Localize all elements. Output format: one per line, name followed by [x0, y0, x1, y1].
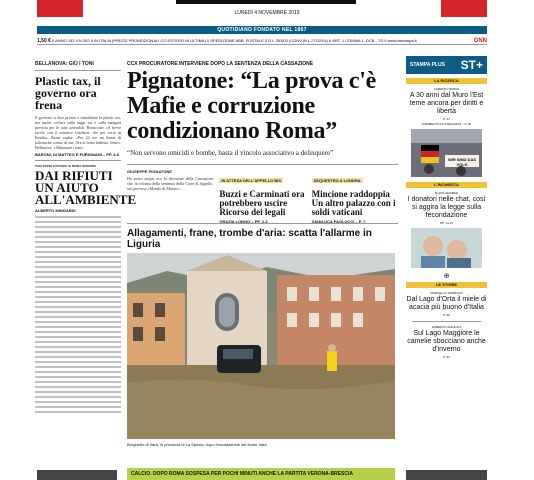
sub-article-3-author: GIANLUCA PAOLUCCI – P. 7 — [311, 219, 366, 224]
left-author: ALBERTO MINGARDI — [35, 208, 76, 213]
masthead — [0, 0, 534, 24]
right-sidebar — [406, 56, 487, 359]
sub-article-3-headline: Mincione raddoppia Un altro palazzo con i soldi vaticani — [311, 189, 396, 217]
info-bar — [37, 36, 487, 45]
lab-photo[interactable] — [411, 228, 482, 268]
ricerca-headline[interactable]: A 30 anni dal Muro l'Est teme ancora per diritti e libertà — [409, 92, 484, 115]
left-column — [35, 61, 137, 416]
left-credit: BARONI, DI MATTEO E FURIGNANI – PP. 4-6 — [35, 152, 120, 157]
berlin-wall-image — [411, 129, 482, 177]
stampa-plus-label: STAMPA PLUS — [410, 62, 445, 68]
berlin-wall-photo[interactable] — [411, 129, 482, 177]
left-body: Il governo ci dice pronto a rimodulare la plastic tax, ma anche «offrire sulla sugar tax e sulla stangata prevista per le auto aziendali. Bonaccini: «A breve tavolo con il ministro Gualtieri, che poi verrà in Emilia». Renzi esulta: «Per 24 ore un fiume di polemiche contro di me. Ora si torna indietro, bene». Bellanova: «Abbassare i toni». — [35, 115, 121, 150]
left-section: CON TASSE EVITABILI SI RUINA SIGNORA — [35, 164, 97, 168]
ricerca-author: ALBERTO SIMONI — [433, 87, 460, 91]
bottom-ad-right — [406, 470, 487, 480]
promo-box-left[interactable] — [37, 0, 83, 17]
bottom-ad-left — [37, 470, 117, 480]
inchiesta-page: PP. 14-15 — [440, 221, 453, 225]
left-headline-2[interactable]: DAI RIFIUTI UN AIUTO ALL'AMBIENTE — [35, 168, 137, 207]
photo-headline[interactable]: Allagamenti, frane, trombe d'aria: scatta l'allarme in Liguria — [127, 228, 372, 250]
newspaper-logo[interactable] — [176, 0, 356, 4]
sub-articles — [127, 169, 398, 224]
st-plus-logo: ST+ — [460, 58, 483, 72]
storie-page-1: P. 35 — [443, 313, 450, 317]
storie-headline-2[interactable]: Sul Lago Maggiore le camelie sbocciano anche d'inverno — [407, 330, 486, 353]
storie-author-2: ROBERTO ANGIULIS — [431, 325, 462, 329]
sub-article-3[interactable] — [311, 169, 398, 224]
center-column — [127, 61, 398, 447]
promo-box-right[interactable] — [441, 0, 487, 17]
ricerca-comment: COMMENTO DI STEFANONI – P. 25 — [421, 122, 472, 126]
sub-article-2-headline: Buzzi e Carminati ora potrebbero uscire Ricorso dei legali — [219, 189, 305, 217]
inchiesta-headline[interactable]: I donatori nelle chat, così si aggira la legge sulla fecondazione — [407, 196, 486, 219]
storie-headline-1[interactable]: Dal Lago d'Orta il miele di acacia più buono d'Italia — [406, 296, 487, 311]
left-article-text — [35, 216, 121, 413]
sub-article-1[interactable] — [127, 169, 213, 219]
inchiesta-author: FLAVIA AMABILE — [434, 191, 459, 195]
sub-article-2-author: GRAZIA LONGO – PP. 2-3 — [219, 219, 268, 224]
bottom-banner[interactable]: CALCIO. DOPO ROMA SOSPESA PER POCHI MINUTI ANCHE LA PARTITA VERONA-BRESCIA — [127, 468, 395, 480]
sub-article-1-body: Ho avuto ampio eco la decisione della Cassazione che, in riforma della sentenza della Corte di Appello, sul processo «Mondo di Mezzo»... — [127, 176, 214, 191]
flood-photo[interactable] — [127, 253, 395, 439]
section-inchiesta: L'INCHIESTA — [406, 182, 487, 188]
main-subtitle: “Non servono omicidi e bombe, basta il vincolo associativo a delinquere” — [127, 149, 334, 157]
section-storie: LE STORIE — [406, 282, 487, 288]
left-headline[interactable]: Plastic tax, il governo ora frena — [35, 74, 101, 112]
divider-ornament: ⊕ — [443, 272, 450, 280]
date-line: LUNEDÌ 4 NOVEMBRE 2019 — [234, 10, 300, 16]
price: 1,50 € — [37, 38, 51, 44]
gnn-logo: GNN — [473, 38, 487, 44]
left-kicker: BELLANOVA: GIÙ I TONI — [35, 61, 94, 67]
stampa-plus-box[interactable] — [406, 56, 487, 74]
sub-article-1-kicker: GIUSEPPE PIGNATONE — [127, 169, 172, 174]
storie-author-1: MARCELLO GIORDANI — [430, 291, 463, 295]
main-headline[interactable]: Pignatone: “La prova c'è Mafie e corruzione condizionano Roma” — [127, 68, 377, 144]
photo-caption: Borghetto di Vara, in provincia di La Spezia, dopo l'esondazione del fiume Vara — [127, 442, 267, 447]
lab-image — [411, 228, 482, 268]
sub-article-2[interactable] — [219, 169, 305, 224]
storie-page-2: P. 33 — [443, 355, 450, 359]
main-kicker: CCX PROCURATORE INTERVIENE DOPO LA SENTENZA DELLA CASSAZIONE — [127, 61, 314, 67]
banner-sign-text: WIR SIND DAS VOLK — [448, 157, 476, 167]
sub-article-3-kicker: SEQUESTRO A LONDRA — [313, 178, 361, 183]
founded-banner: QUOTIDIANO FONDATO NEL 1867 — [37, 26, 487, 34]
flood-photo-image — [127, 253, 395, 439]
ricerca-page: P. 17 — [443, 117, 450, 121]
sub-article-2-kicker: IN ATTESA DELL'APPELLO BIS — [221, 178, 282, 183]
publication-info: II ANNO 153 II N.302 II IN ITALIA (PREZZI PROMOZIONALI CO ESTERO IN ULTIMA) II SPEDIZIONE ABB. POSTALE II D.L.353/03 (CONV.IN L.27/02/04) II ART. 1 COMMA 1, DCB - TO II www.lastampa.it — [52, 38, 417, 43]
section-ricerca: LA RICERCA — [406, 78, 487, 84]
